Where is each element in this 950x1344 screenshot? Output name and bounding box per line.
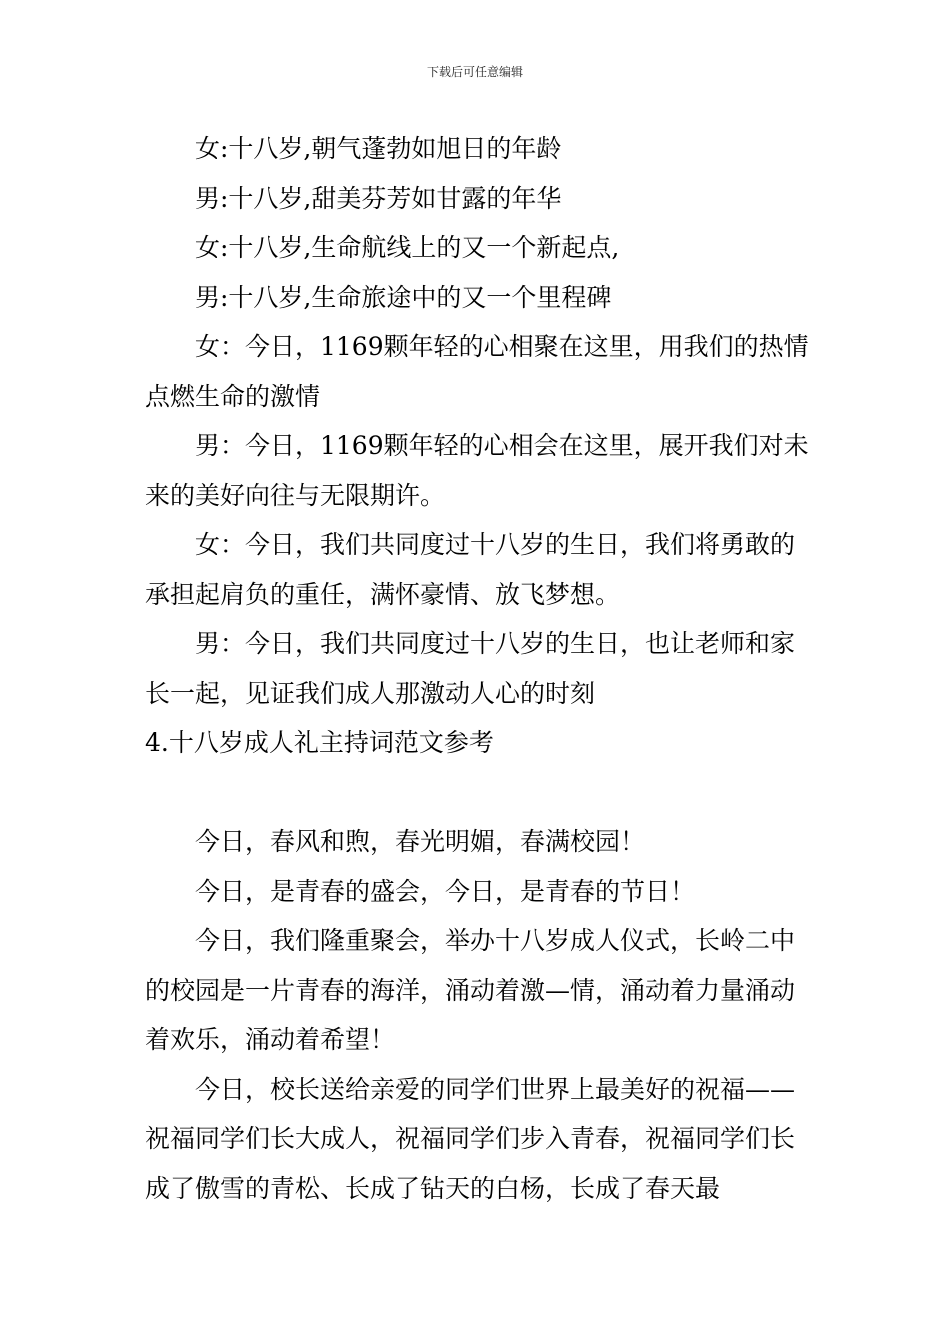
paragraph: 今日，我们隆重聚会，举办十八岁成人仪式，长岭二中的校园是一片青春的海洋，涌动着激—情，涌动着力量涌动着欢乐，涌动着希望！ xyxy=(145,926,796,1054)
paragraph: 今日，是青春的盛会，今日，是青春的节日！ xyxy=(195,876,696,906)
paragraph: 男：今日，1169颗年轻的心相会在这里，展开我们对未来的美好向往与无限期许。 xyxy=(145,431,809,510)
paragraph: 女:十八岁,生命航线上的又一个新起点, xyxy=(195,233,620,262)
paragraph: 男:十八岁,生命旅途中的又一个里程碑 xyxy=(195,282,612,312)
paragraph: 男：今日，我们共同度过十八岁的生日，也让老师和家长一起，见证我们成人那激动人心的时刻 xyxy=(145,629,796,708)
paragraph: 女：今日，1169颗年轻的心相聚在这里，用我们的热情点燃生命的激情 xyxy=(145,332,809,411)
paragraph: 女：今日，我们共同度过十八岁的生日，我们将勇敢的承担起肩负的重任，满怀豪情、放飞梦想。 xyxy=(145,530,796,609)
paragraph: 今日，校长送给亲爱的同学们世界上最美好的祝福——祝福同学们长大成人，祝福同学们步入青春，祝福同学们长成了傲雪的青松、长成了钻天的白杨，长成了春天最 xyxy=(145,1074,796,1203)
paragraph: 男:十八岁,甜美芬芳如甘露的年华 xyxy=(195,183,562,213)
paragraph: 今日，春风和煦，春光明媚，春满校园！ xyxy=(195,827,646,856)
section-heading: 4.十八岁成人礼主持词范文参考 xyxy=(145,728,494,757)
paragraph: 女:十八岁,朝气蓬勃如旭日的年龄 xyxy=(195,134,562,163)
document-body xyxy=(145,124,810,1213)
blank-line xyxy=(145,768,810,818)
page-header-note: 下载后可任意编辑 xyxy=(426,65,523,79)
